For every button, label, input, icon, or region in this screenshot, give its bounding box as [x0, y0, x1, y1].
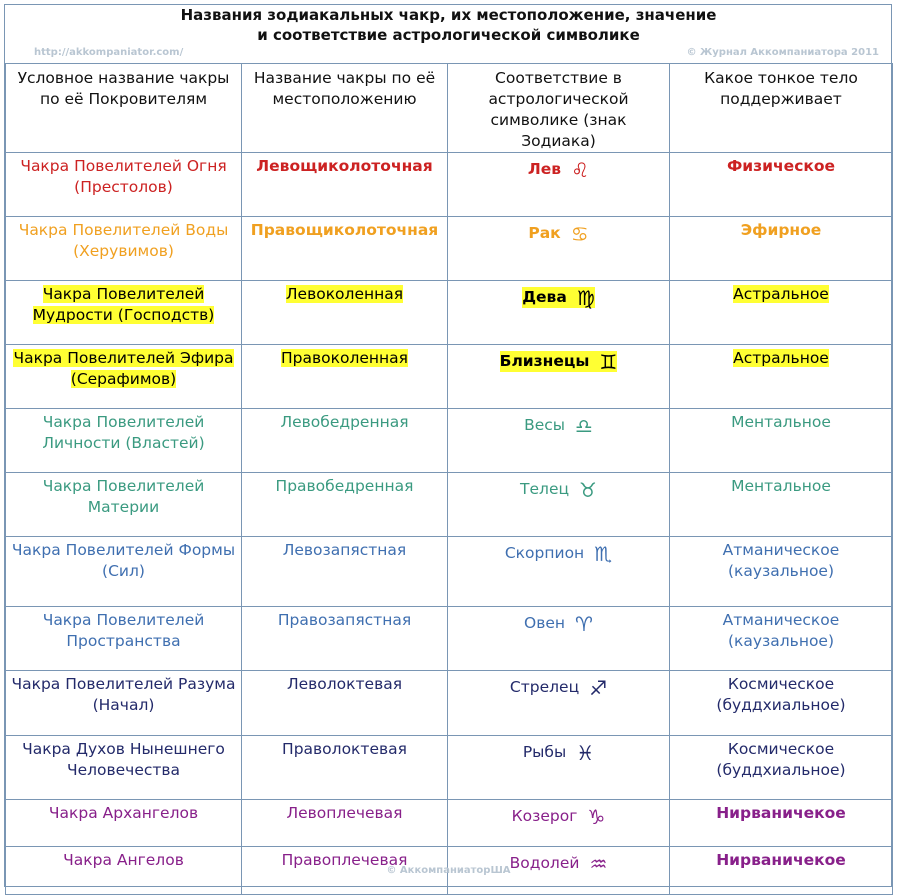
- cell-patron: [6, 345, 242, 409]
- sign-text: Рыбы: [522, 743, 567, 761]
- location-text: Правоплечевая: [281, 851, 408, 869]
- patron-text: Чакра Повелителей Мудрости (Господств): [32, 285, 215, 324]
- cell-sign: [448, 345, 670, 409]
- cell-sign: [448, 800, 670, 847]
- cell-patron: [6, 671, 242, 736]
- header-patron: Условное название чакры по её Покровителям: [6, 64, 242, 153]
- cell-patron: [6, 409, 242, 473]
- table-row: [6, 736, 893, 800]
- cell-location: [242, 409, 448, 473]
- cell-location: [242, 736, 448, 800]
- cancer-icon: ♋: [570, 221, 589, 246]
- cell-location: [242, 153, 448, 217]
- gemini-icon: ♊: [599, 349, 618, 374]
- scorpio-icon: ♏: [594, 541, 613, 566]
- location-text: Правощиколоточная: [250, 221, 439, 239]
- patron-text: Чакра Повелителей Разума (Начал): [11, 675, 236, 714]
- cell-patron: [6, 281, 242, 345]
- sign-text: Овен: [524, 614, 566, 632]
- title-line-2: и соответствие астрологической символике: [257, 26, 640, 44]
- sign-text: Лев: [527, 160, 562, 178]
- capricorn-icon: ♑: [587, 804, 606, 829]
- table-row: [6, 345, 893, 409]
- cell-body: [670, 473, 893, 537]
- cell-body: [670, 607, 893, 671]
- leo-icon: ♌: [571, 157, 590, 182]
- body-text: Ментальное: [731, 413, 831, 431]
- table-row: [6, 800, 893, 847]
- sign-text: Дева: [522, 288, 567, 306]
- cell-patron: [6, 800, 242, 847]
- cell-patron: [6, 473, 242, 537]
- patron-text: Чакра Повелителей Эфира (Серафимов): [13, 349, 234, 388]
- cell-sign: [448, 671, 670, 736]
- patron-text: Чакра Повелителей Личности (Властей): [42, 413, 205, 452]
- location-text: Левозапястная: [282, 541, 407, 559]
- patron-text: Чакра Повелителей Огня (Престолов): [20, 157, 227, 196]
- location-text: Правобедренная: [275, 477, 414, 495]
- body-text: Астральное: [733, 285, 829, 303]
- cell-sign: [448, 409, 670, 473]
- cell-body: [670, 345, 893, 409]
- cell-patron: [6, 153, 242, 217]
- body-text: Космическое (буддхиальное): [716, 675, 846, 714]
- patron-text: Чакра Ангелов: [63, 851, 184, 869]
- header-sign: Соответствие в астрологической символике (знак Зодиака): [448, 64, 670, 153]
- cell-location: [242, 345, 448, 409]
- body-text: Нирваничекое: [716, 804, 846, 822]
- cell-sign: [448, 473, 670, 537]
- table-header-row: [6, 64, 893, 153]
- aries-icon: ♈: [575, 611, 593, 636]
- cell-body: [670, 537, 893, 607]
- sign-text: Рак: [528, 224, 561, 242]
- cell-sign: [448, 736, 670, 800]
- location-text: Праволоктевая: [282, 740, 407, 758]
- table-row: [6, 473, 893, 537]
- patron-text: Чакра Повелителей Пространства: [42, 611, 205, 650]
- table-row: [6, 217, 893, 281]
- sagittarius-icon: ♐: [589, 675, 608, 700]
- cell-patron: [6, 736, 242, 800]
- body-text: Физическое: [726, 157, 836, 175]
- sign-text: Стрелец: [509, 678, 580, 696]
- cell-body: [670, 281, 893, 345]
- cell-location: [242, 671, 448, 736]
- table-row: [6, 281, 893, 345]
- patron-text: Чакра Повелителей Материи: [42, 477, 205, 516]
- table-row: [6, 409, 893, 473]
- body-text: Нирваничекое: [716, 851, 846, 869]
- cell-body: [670, 800, 893, 847]
- location-text: Левощиколоточная: [256, 157, 433, 175]
- libra-icon: ♎: [575, 413, 593, 438]
- sign-text: Водолей: [509, 854, 580, 872]
- cell-sign: [448, 281, 670, 345]
- cell-body: [670, 217, 893, 281]
- sign-text: Скорпион: [504, 544, 585, 562]
- virgo-icon: ♍: [576, 285, 595, 310]
- location-text: Правоколенная: [281, 349, 408, 367]
- title-line-1: Названия зодиакальных чакр, их местоположение, значение: [180, 6, 717, 24]
- cell-location: [242, 473, 448, 537]
- watermark-copyright: © Журнал Аккомпаниатора 2011: [686, 47, 879, 58]
- watermark-bottom: © АккомпаниаторША: [386, 865, 511, 876]
- patron-text: Чакра Повелителей Воды (Херувимов): [18, 221, 229, 260]
- header-location: Название чакры по её местоположению: [242, 64, 448, 153]
- cell-location: [242, 281, 448, 345]
- cell-body: [670, 736, 893, 800]
- body-text: Атманическое (каузальное): [722, 611, 840, 650]
- chakra-table: [5, 63, 893, 895]
- pisces-icon: ♓: [576, 740, 595, 765]
- cell-location: [242, 537, 448, 607]
- table-row: [6, 671, 893, 736]
- cell-sign: [448, 607, 670, 671]
- sign-text: Козерог: [511, 807, 578, 825]
- location-text: Левоколенная: [285, 285, 404, 303]
- table-row: [6, 537, 893, 607]
- sign-text: Весы: [524, 416, 565, 434]
- location-text: Леволоктевая: [286, 675, 403, 693]
- cell-patron: [6, 217, 242, 281]
- watermark-url: http://akkompaniator.com/: [34, 47, 184, 58]
- cell-body: [670, 671, 893, 736]
- cell-sign: [448, 217, 670, 281]
- cell-location: [242, 800, 448, 847]
- page-title: [0, 5, 897, 45]
- sign-text: Телец: [520, 480, 570, 498]
- patron-text: Чакра Повелителей Формы (Сил): [11, 541, 236, 580]
- cell-sign: [448, 153, 670, 217]
- location-text: Левобедренная: [280, 413, 409, 431]
- body-text: Астральное: [733, 349, 829, 367]
- cell-location: [242, 217, 448, 281]
- sign-text: Близнецы: [499, 352, 590, 370]
- cell-body: [670, 153, 893, 217]
- cell-sign: [448, 537, 670, 607]
- header-body: Какое тонкое тело поддерживает: [670, 64, 893, 153]
- body-text: Эфирное: [740, 221, 822, 239]
- table-row: [6, 607, 893, 671]
- taurus-icon: ♉: [579, 477, 597, 502]
- table-row: [6, 153, 893, 217]
- aquarius-icon: ♒: [589, 851, 608, 876]
- body-text: Атманическое (каузальное): [722, 541, 840, 580]
- location-text: Правозапястная: [277, 611, 412, 629]
- cell-location: [242, 607, 448, 671]
- body-text: Ментальное: [731, 477, 831, 495]
- cell-patron: [6, 607, 242, 671]
- body-text: Космическое (буддхиальное): [716, 740, 846, 779]
- location-text: Левоплечевая: [286, 804, 403, 822]
- cell-body: [670, 409, 893, 473]
- patron-text: Чакра Архангелов: [48, 804, 199, 822]
- patron-text: Чакра Духов Нынешнего Человечества: [22, 740, 225, 779]
- cell-patron: [6, 537, 242, 607]
